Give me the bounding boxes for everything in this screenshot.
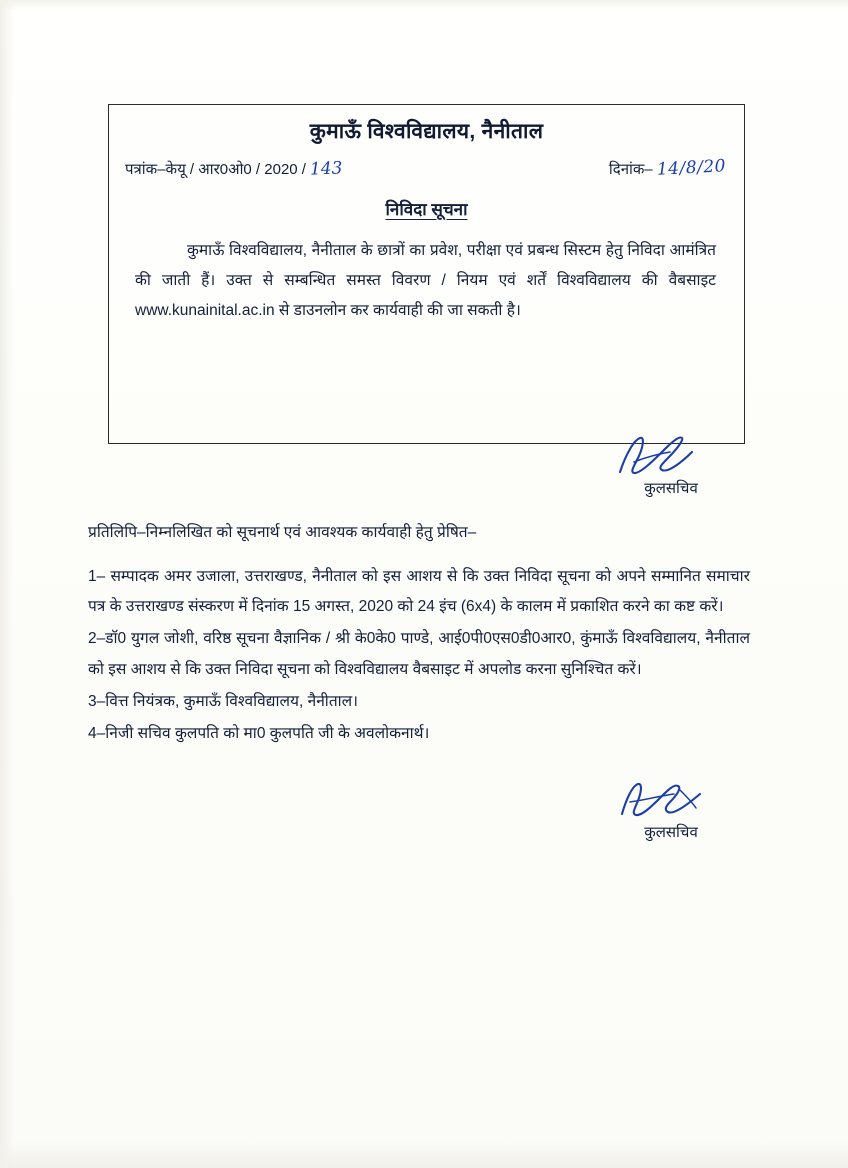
list-item: 3–वित्त नियंत्रक, कुमाऊँ विश्वविद्यालय, नैनीताल। xyxy=(88,692,359,710)
signature-block-registrar-bottom xyxy=(596,776,746,842)
notice-heading: निविदा सूचना xyxy=(385,200,468,219)
reference-number-handwritten: 143 xyxy=(309,158,343,180)
reference-number-group xyxy=(125,159,343,179)
signature-caption-bottom: कुलसचिव xyxy=(644,824,698,841)
date-value-handwritten: 14/8/20 xyxy=(656,156,727,180)
date-group xyxy=(608,156,727,180)
notice-box xyxy=(108,104,745,444)
distribution-heading: प्रतिलिपि–निम्नलिखित को सूचनार्थ एवं आवश्यक कार्यवाही हेतु प्रेषित– xyxy=(88,524,477,541)
signature-mark-top xyxy=(596,432,746,478)
signature-mark-bottom xyxy=(596,776,746,822)
date-label: दिनांक– xyxy=(608,161,653,178)
paper-edge-left xyxy=(0,0,14,1168)
distribution-list xyxy=(88,562,750,751)
university-title: कुमाऊँ विश्वविद्यालय, नैनीताल xyxy=(309,120,544,143)
signature-caption-top: कुलसचिव xyxy=(644,480,698,497)
paper-edge-bottom xyxy=(0,1142,848,1168)
reference-row xyxy=(109,145,744,179)
signature-block-registrar-top xyxy=(596,432,746,498)
list-item: 2–डॉ0 युगल जोशी, वरिष्ठ सूचना वैज्ञानिक / श्री के0के0 पाण्डे, आई0पी0एस0डी0आर0, कुंमाऊँ विश्वविद्यालय, नैनीताल को इस आशय से कि उक्त निविदा सूचना को विश्वविद्यालय वैबसाइट में अपलोड करना सुनिश्चित करें। xyxy=(88,630,750,678)
notice-body-paragraph: कुमाऊँ विश्वविद्यालय, नैनीताल के छात्रों का प्रवेश, परीक्षा एवं प्रबन्ध सिस्टम हेतु निविदा आमंत्रित की जाती हैं। उक्त से सम्बन्धित समस्त विवरण / नियम एवं शर्तें विश्वविद्यालय की वैबसाइट www.kunainital.ac.in से डाउनलोन कर कार्यवाही की जा सकती है। xyxy=(135,242,716,320)
list-item: 1– सम्पादक अमर उजाला, उत्तराखण्ड, नैनीताल को इस आशय से कि उक्त निविदा सूचना को अपने सम्मानित समाचार पत्र के उत्तराखण्ड संस्करण में दिनांक 15 अगस्त, 2020 को 24 इंच (6x4) के कालम में प्रकाशित करने का कष्ट करें। xyxy=(88,568,750,616)
list-item: 4–निजी सचिव कुलपति को मा0 कुलपति जी के अवलोकनार्थ। xyxy=(88,725,430,743)
paper-edge-top xyxy=(0,0,848,10)
reference-label: पत्रांक–केयू / आर0ओ0 / 2020 / xyxy=(125,161,306,178)
